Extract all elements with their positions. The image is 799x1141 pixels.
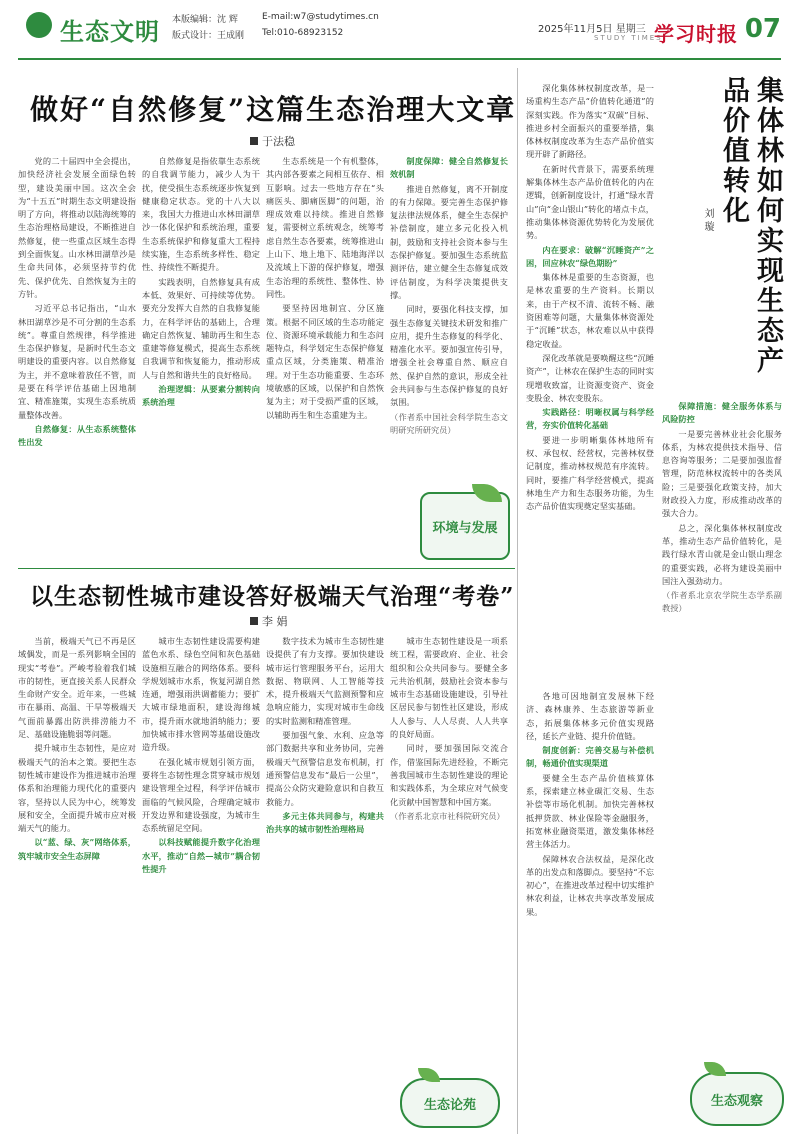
article1-credit: （作者系中国社会科学院生态文明研究所研究员）: [390, 411, 508, 435]
article3-subhead: 保障措施：健全服务体系与风险防控: [662, 401, 782, 425]
article2-paragraph: 当前，极端天气已不再是区域偶发，而是一系列影响全国的现实“考卷”。严峻考验着我们城市的韧性，更直接关系人民群众生命财产安全。近年来，一些城市在暴雨、高温、干旱等极端天气面前暴露出防洪排涝能力不足、基础设施脆弱等问题。: [18, 636, 136, 740]
article2-paragraph: 在强化城市规划引领方面，要将生态韧性理念贯穿城市规划建设管理全过程，科学评估城市面临的气候风险，合理确定城市开发边界和建设强度，为城市生态系统留足空间。: [142, 756, 260, 834]
article2-subhead: 以科技赋能提升数字化治理水平，推动“自然—城市”耦合韧性提升: [142, 837, 260, 875]
article3-paragraph: 集体林是重要的生态资源，也是林农重要的生产资料。长期以来，由于产权不清、流转不畅、融资困难等问题，大量集体林资源处于“沉睡”状态，林农难以从中获得稳定收益。: [526, 272, 654, 349]
article3-column-2: [526, 690, 654, 1134]
environment-development-badge: 环境与发展: [420, 492, 510, 560]
article3-paragraph: 深化改革就是要唤醒这些“沉睡资产”，让林农在保护生态的同时实现增收致富，让资源变资产、资金变股金、林农变股东。: [526, 352, 654, 403]
section-divider: [18, 568, 515, 569]
article3-paragraph: 深化集体林权制度改革，是一场重构生态产品“价值转化通道”的深刻实践。作为落实“双碳”目标、推进乡村全面振兴的重要举措，集体林权制度改革为生态产品价值实现开辟了新路径。: [526, 83, 654, 160]
article3-credit: （作者系北京农学院生态学系副教授）: [662, 590, 782, 614]
article2-paragraph: 数字技术为城市生态韧性建设提供了有力支撑。要加快建设城市运行管理服务平台，运用大数据、物联网、人工智能等技术，提升极端天气监测预警和应急响应能力，实现对城市生命线的实时监测和精准管理。: [266, 636, 384, 726]
article1-column-1: [18, 155, 136, 563]
section-title: 生态文明: [60, 18, 160, 46]
paper-name: 学习时报: [654, 22, 738, 46]
article2-subhead: 多元主体共同参与，构建共治共享的城市韧性治理格局: [266, 810, 384, 835]
article1-paragraph: 实践表明，自然修复具有成本低、效果好、可持续等优势。要充分发挥大自然的自我修复能力，在科学评估的基础上，合理确定自然恢复、辅助再生和生态重建等修复模式，提高生态系统自我调节和恢复能力，推动形成人与自然和谐共生的良好格局。: [142, 276, 260, 380]
article2-paragraph: 城市生态韧性建设是一项系统工程，需要政府、企业、社会组织和公众共同参与。要健全多元共治机制，鼓励社会资本参与城市生态基础设施建设，引导社区居民参与韧性社区建设，形成人人参与、人人尽责、人人共享的良好局面。: [390, 636, 508, 740]
article1-paragraph: 同时，要强化科技支撑，加强生态修复关键技术研发和推广应用，提升生态修复的科学化、精准化水平。要加强宣传引导，增强全社会尊重自然、顺应自然、保护自然的意识，形成全社会共同参与生态保护修复的良好氛围。: [390, 304, 508, 408]
article2-title: 以生态韧性城市建设答好极端天气治理“考卷”: [30, 583, 515, 610]
article3-paragraph: 在新时代背景下，需要系统理解集体林生态产品价值转化的内在逻辑，创新制度设计，打通“绿水青山”向“金山银山”转化的堵点卡点，推动集体林资源优势转化为发展优势。: [526, 163, 654, 241]
telephone: Tel:010-68923152: [262, 28, 344, 38]
designer-credit: 版式设计：王成刚: [172, 31, 245, 41]
article3-column-3: [662, 400, 782, 1134]
article3-paragraph: 各地可因地制宜发展林下经济、森林康养、生态旅游等新业态，拓展集体林多元价值实现路径，延长产业链、提升价值链。: [526, 691, 654, 741]
article1-paragraph: 要坚持因地制宜、分区施策。根据不同区域的生态功能定位、资源环境承载能力和生态问题特点，科学划定生态保护修复重点区域，分类施策、精准治理。对于生态功能重要、生态环境敏感的区域，以保护和自然恢复为主；对于受损严重的区域，以辅助再生和生态重建为主。: [266, 303, 384, 420]
article1-title: 做好“自然修复”这篇生态治理大文章: [30, 93, 517, 126]
article2-paragraph: 提升城市生态韧性，是应对极端天气的治本之策。要把生态韧性城市建设作为推进城市治理体系和治理能力现代化的重要内容，坚持以人民为中心，统筹发展和安全，全面提升城市应对极端天气的能力。: [18, 743, 136, 834]
email: E-mail:w7@studytimes.cn: [262, 12, 379, 22]
article2-column-2: [142, 635, 260, 1135]
byline-square-icon: [250, 137, 258, 145]
article3-paragraph: 一是要完善林业社会化服务体系，为林农提供技术指导、信息咨询等服务；二是要加强监督管理，防范林权流转中的各类风险；三是要强化政策支持，加大财政投入力度，形成推动改革的强大合力。: [662, 428, 782, 519]
article1-byline: [250, 133, 295, 149]
article3-author: 刘 璇: [702, 208, 713, 232]
article2-subhead: 以“蓝、绿、灰”网络体系，筑牢城市安全生态屏障: [18, 837, 136, 861]
article1-paragraph: 生态系统是一个有机整体，其内部各要素之间相互依存、相互影响。过去一些地方存在“头痛医头、脚痛医脚”的问题，治理成效难以持续。推进自然修复，需要树立系统观念，统筹考虑自然生态各要素，统筹推进山上山下、地上地下、陆地海洋以及流域上下游的保护修复，增强生态治理的系统性、整体性、协同性。: [266, 156, 384, 299]
article1-paragraph: 习近平总书记指出，“山水林田湖草沙是不可分割的生态系统”。尊重自然规律，科学推进生态保护修复，是新时代生态文明建设的重要内容。以自然修复为主，并不意味着放任不管，而是要在科学评估基础上因地制宜、精准施策，实现生态系统质量整体改善。: [18, 303, 136, 420]
article3-paragraph: 总之，深化集体林权制度改革，推动生态产品价值转化，是践行绿水青山就是金山银山理念的重要实践，必将为建设美丽中国注入强劲动力。: [662, 522, 782, 586]
article1-paragraph: 自然修复是指依靠生态系统的自我调节能力，减少人为干扰，使受损生态系统逐步恢复到健康稳定状态。党的十八大以来，我国大力推进山水林田湖草沙一体化保护和系统治理，重要生态系统保护和修复重大工程持续实施，生态系统多样性、稳定性、持续性不断提升。: [142, 156, 260, 273]
article2-paragraph: 城市生态韧性建设需要构建蓝色水系、绿色空间和灰色基础设施相互融合的网络体系。要科学规划城市水系，恢复河湖自然连通，增强雨洪调蓄能力；要扩大城市绿地面积，建设海绵城市，提升雨水就地消纳能力；要加快城市排水管网等基础设施改造升级。: [142, 636, 260, 753]
article1-column-2: [142, 155, 260, 563]
article1-subhead: 自然修复：从生态系统整体性出发: [18, 423, 136, 448]
article1-subhead: 制度保障：健全自然修复长效机制: [390, 156, 508, 180]
column-divider: [517, 68, 518, 1134]
eco-observation-badge: 生态观察: [690, 1072, 784, 1126]
article2-credit: （作者系北京市社科院研究员）: [390, 810, 505, 821]
issue-date: 2025年11月5日 星期三: [538, 24, 646, 35]
article3-subhead: 制度创新：完善交易与补偿机制，畅通价值实现渠道: [526, 745, 654, 769]
article3-subhead: 内在要求：破解“沉睡资产”之困，回应林农“绿色期盼”: [526, 244, 654, 268]
article2-column-1: [18, 635, 136, 1135]
article3-subhead: 实践路径：明晰权属与科学经营，夯实价值转化基础: [526, 407, 654, 431]
article3-column-1: [526, 82, 654, 682]
byline-square-icon: [250, 617, 258, 625]
header-rule: [18, 58, 781, 60]
article2-paragraph: 同时，要加强国际交流合作，借鉴国际先进经验，不断完善我国城市生态韧性建设的理论和实践体系，为全球应对气候变化贡献中国智慧和中国方案。: [390, 743, 508, 807]
article1-author: 于法稳: [262, 135, 295, 148]
article2-column-3: [266, 635, 384, 1135]
article2-column-4: [390, 635, 508, 1135]
article3-title: 集体林如何实现生态产品价值转化: [718, 76, 783, 376]
article3-paragraph: 要健全生态产品价值核算体系，探索建立林业碳汇交易、生态补偿等市场化机制。加快完善林权抵押贷款、林业保险等金融服务，拓宽林业融资渠道，激发集体林经营主体活力。: [526, 772, 654, 850]
article2-author: 李 娟: [262, 615, 288, 628]
section-logo-icon: [26, 12, 52, 38]
page-header: [0, 0, 799, 58]
paper-name-english: STUDY TIMES: [594, 34, 663, 42]
article2-byline: [250, 613, 288, 629]
article3-paragraph: 要进一步明晰集体林地所有权、承包权、经营权，完善林权登记制度，推动林权规范有序流转。同时，要推广科学经营模式，提高林地生产力和生态服务功能，为生态产品价值实现奠定坚实基础。: [526, 434, 654, 512]
page-number: 07: [744, 14, 781, 44]
article1-paragraph: 推进自然修复，离不开制度的有力保障。要完善生态保护修复法律法规体系，健全生态保护补偿制度，建立多元化投入机制，鼓励和支持社会资本参与生态保护修复。要加强生态系统监测评估，建立健全生态修复成效评估制度，为科学决策提供支撑。: [390, 183, 508, 300]
article1-subhead: 治理逻辑：从要素分割转向系统治理: [142, 384, 260, 408]
editor-credit: 本版编辑：沈 辉: [172, 15, 238, 25]
article2-paragraph: 要加强气象、水利、应急等部门数据共享和业务协同，完善极端天气预警信息发布机制，打通预警信息发布“最后一公里”，提高公众防灾避险意识和自救互救能力。: [266, 730, 384, 807]
article1-column-3: [266, 155, 384, 563]
article1-paragraph: 党的二十届四中全会提出，加快经济社会发展全面绿色转型，建设美丽中国。这次全会为“十五五”时期生态文明建设指明了方向，将推动以陆海统筹的生态治理格局建设，不断推进自然修复，使一些重点区域生态得到全面恢复。山水林田湖草沙是生命共同体，必须坚持节约优先、保护优先、自然恢复为主的方针。: [18, 156, 136, 299]
eco-forum-badge: 生态论苑: [400, 1078, 500, 1128]
article3-paragraph: 保障林农合法权益，是深化改革的出发点和落脚点。要坚持“不忘初心”，在推进改革过程中切实维护林农利益，让林农共享改革发展成果。: [526, 853, 654, 917]
